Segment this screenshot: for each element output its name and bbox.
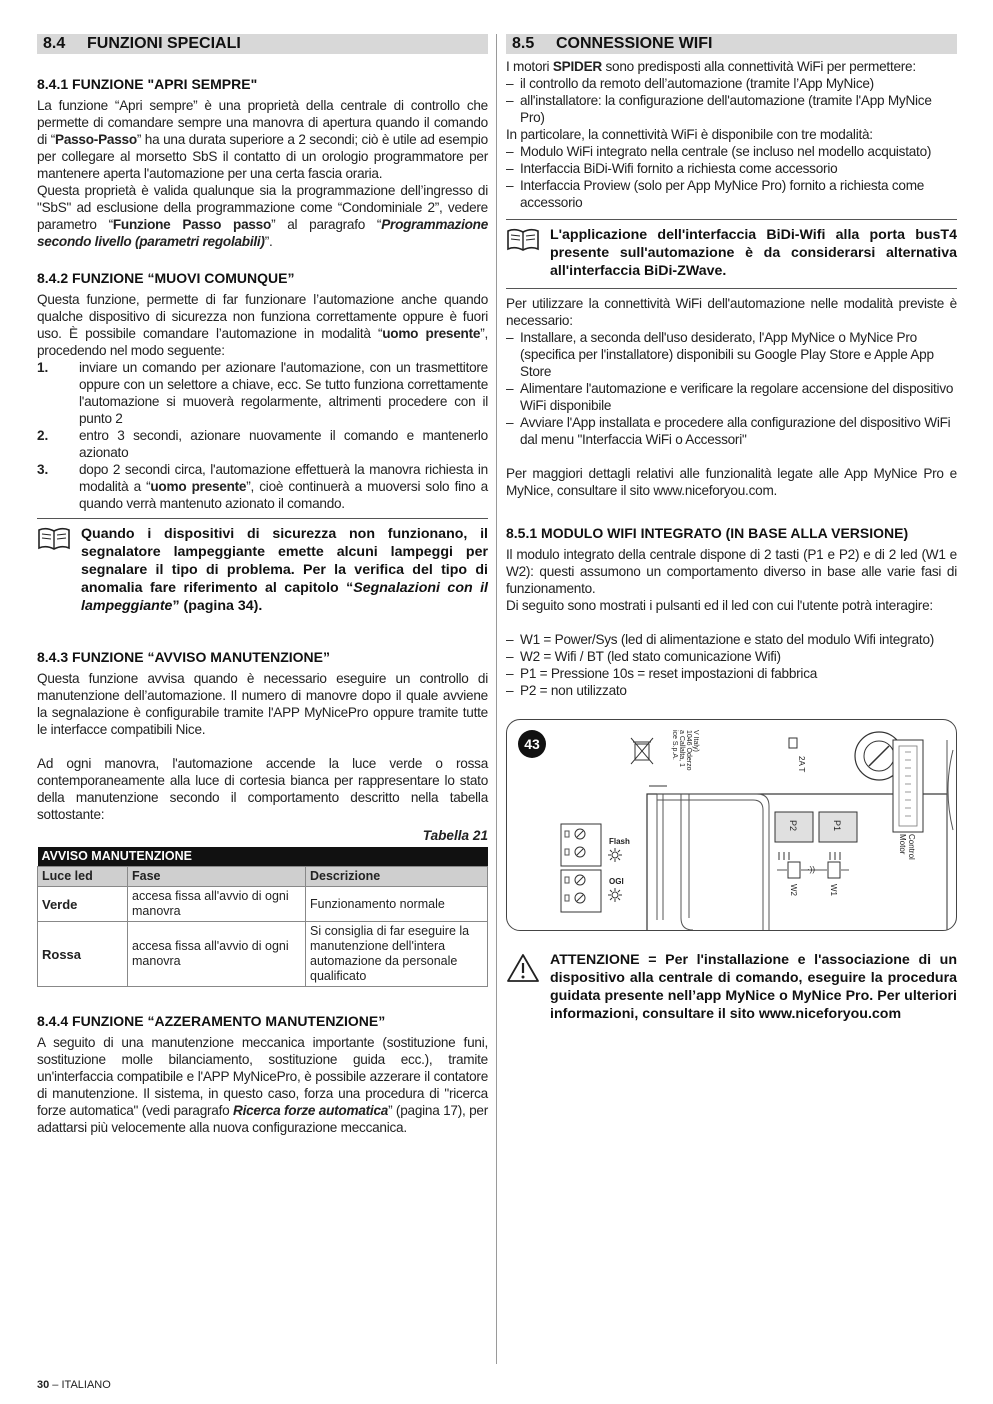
list-item: – P2 = non utilizzato	[506, 683, 627, 698]
book-icon	[37, 525, 81, 615]
list-item: – Interfaccia BiDi-Wifi fornito a richiesta come accessorio	[506, 161, 838, 176]
right-column	[506, 34, 957, 1023]
section-title: CONNESSIONE WIFI	[556, 35, 713, 52]
svg-text:Flash: Flash	[609, 837, 630, 846]
heading-8-5-1: 8.5.1 MODULO WIFI INTEGRATO (IN BASE ALLA VERSIONE)	[506, 525, 909, 541]
column-divider	[496, 34, 497, 1364]
svg-text:W2: W2	[789, 884, 798, 896]
weee-bin-icon	[631, 738, 653, 764]
figure-43-board-diagram	[506, 719, 957, 931]
svg-text:W1: W1	[829, 884, 838, 896]
paragraph: I motori SPIDER sono predisposti alla connettività WiFi per permettere:	[506, 59, 916, 74]
svg-text:P1: P1	[832, 820, 842, 832]
left-column	[37, 34, 488, 1136]
paragraph: Di seguito sono mostrati i pulsanti ed il led con cui l'utente potrà interagire:	[506, 598, 933, 613]
note-box: L'applicazione dell'interfaccia BiDi-Wifi alla porta busT4 presente sull'automazione è da considerarsi alternativa all'interfaccia BiDi-ZWave.	[506, 219, 957, 280]
paragraph: Per utilizzare la connettività WiFi dell'automazione nelle modalità previste è necessario:	[506, 296, 957, 328]
svg-text:1046 Oderzo: 1046 Oderzo	[685, 730, 692, 771]
list-item: – Modulo WiFi integrato nella centrale (se incluso nel modello acquistato)	[506, 144, 932, 159]
note-box: Quando i dispositivi di sicurezza non funzionano, il segnalatore lampeggiante emette alcuni lampeggi per segnalare il tipo di problema. Per la verifica del tipo di anomalia fare riferimento al capitolo “Segnalazioni con il lampeggiante” (pagina 34).	[37, 518, 488, 615]
heading-8-4-3: 8.4.3 FUNZIONE “AVVISO MANUTENZIONE”	[37, 649, 330, 665]
list-item: – Installare, a seconda dell'uso desiderato, l'App MyNice o MyNice Pro (specifica per l'installatore) disponibili su Google Play Store e Apple App Store	[506, 330, 934, 379]
paragraph: Il modulo integrato della centrale dispone di 2 tasti (P1 e P2) e di 2 led (W1 e W2): questi assumono un comportamento diverso in base alle varie fasi di funzionamento.	[506, 547, 957, 596]
book-icon	[506, 226, 550, 280]
svg-text:a Callalta, 1: a Callalta, 1	[678, 730, 685, 767]
list-item: – Alimentare l'automazione e verificare la regolare accensione del dispositivo WiFi disponibile	[506, 381, 954, 413]
table-header: Luce led	[38, 867, 128, 887]
svg-text:P2: P2	[788, 820, 798, 832]
table-header: Fase	[128, 867, 306, 887]
heading-8-4-1: 8.4.1 FUNZIONE "APRI SEMPRE"	[37, 76, 258, 92]
list-item: – W1 = Power/Sys (led di alimentazione e stato del modulo Wifi integrato)	[506, 632, 935, 647]
list-item: 2. entro 3 secondi, azionare nuovamente il comando e mantenerlo azionato	[37, 428, 488, 460]
courtesy-light-icon	[608, 888, 622, 902]
table-header: Descrizione	[306, 867, 488, 887]
svg-text:Motor: Motor	[898, 834, 907, 855]
svg-text:·)): ·))	[807, 865, 815, 874]
list-item: – P1 = Pressione 10s = reset impostazioni di fabbrica	[506, 666, 818, 681]
heading-8-4-2: 8.4.2 FUNZIONE “MUOVI COMUNQUE”	[37, 270, 295, 286]
table-row: Verde accesa fissa all'avvio di ogni manovra Funzionamento normale	[38, 887, 488, 922]
maintenance-table	[37, 847, 488, 987]
heading-8-4-4: 8.4.4 FUNZIONE “AZZERAMENTO MANUTENZIONE”	[37, 1013, 386, 1029]
section-heading-8-4	[37, 34, 488, 54]
figure-number: 43	[524, 736, 540, 752]
paragraph: Per maggiori dettagli relativi alle funzionalità legate alle App MyNice Pro e MyNice, consultare il sito www.niceforyou.com.	[506, 466, 957, 498]
flash-light-icon	[608, 848, 622, 862]
table-title: AVVISO MANUTENZIONE	[38, 847, 488, 867]
paragraph: Questa proprietà è valida qualunque sia la programmazione dell’ingresso di "SbS" ad esclusione della programmazione come “Condominiale 2”, vedere parametro “Funzione Passo passo” al paragrafo “Programmazione secondo livello (parametri regolabili)”.	[37, 183, 489, 249]
paragraph: Questa funzione, permette di far funzionare l’automazione anche quando qualche dispositivo di sicurezza non funziona correttamente oppure è fuori uso. È possibile comandare l’automazione in modalità “uomo presente”, procedendo nel modo seguente:	[37, 292, 488, 358]
table-caption: Tabella 21	[422, 828, 488, 843]
paragraph: A seguito di una manutenzione meccanica importante (sostituzione funi, sostituzione molle bilanciamento, sostituzione guida ecc.), tramite un'interfaccia compatibile e l'APP MyNicePro, è possibile azzerare il contatore di manutenzione. Il sistema, in questo caso, forza una procedura di "ricerca forze automatica" (vedi paragrafo Ricerca forze automatica” (pagina 17), per adattarsi più velocemente alla nuova configurazione meccanica.	[37, 1035, 489, 1135]
section-number: 8.5	[512, 35, 535, 52]
svg-text:OGI: OGI	[609, 877, 624, 886]
svg-text:2A T: 2A T	[797, 756, 806, 773]
list-item: – il controllo da remoto dell’automazione (tramite l’App MyNice)	[506, 76, 874, 91]
section-title: FUNZIONI SPECIALI	[87, 35, 241, 52]
page-footer	[37, 1377, 111, 1394]
warning-icon	[506, 951, 550, 1023]
paragraph: La funzione “Apri sempre” è una proprietà della centrale di controllo che permette di comandare sempre una manovra di apertura quando il comando di “Passo-Passo” ha una durata superiore a 2 secondi; ciò è utile ad esempio per collegare al morsetto SbS il contatto di un orologio programmatore per mantenere aperta l'automazione per una certa fascia oraria.	[37, 98, 488, 181]
list-item: – Avviare l'App installata e procedere alla configurazione del dispositivo WiFi dal menu "Interfaccia WiFi o Accessori"	[506, 415, 951, 447]
list-item: – W2 = Wifi / BT (led stato comunicazione Wifi)	[506, 649, 781, 664]
paragraph: In particolare, la connettività WiFi è disponibile con tre modalità:	[506, 127, 873, 142]
list-item: – all'installatore: la configurazione dell'automazione (tramite l'App MyNice Pro)	[506, 93, 932, 125]
svg-text:V Italy): V Italy)	[692, 730, 699, 752]
list-item: 1. inviare un comando per azionare l'automazione, con un trasmettitore oppure con un selettore a chiave, ecc. Se tutto funziona correttamente l'automazione si muoverà regolarmente, altrimenti procedere con il punto 2	[37, 360, 488, 426]
list-item: – Interfaccia Proview (solo per App MyNice Pro) fornito a richiesta come accessorio	[506, 178, 925, 210]
list-item: 3. dopo 2 secondi circa, l'automazione effettuerà la manovra richiesta in modalità a “uomo presente”, cioè continuerà a muoversi solo fino a quando verrà mantenuto azionato il comando.	[37, 462, 488, 511]
paragraph: Ad ogni manovra, l'automazione accende la luce verde o rossa contemporaneamente alla luce di cortesia bianca per rappresentare lo stato della manutenzione secondo il comportamento descritto nella tabella sottostante:	[37, 756, 488, 822]
section-heading-8-5	[506, 34, 957, 54]
svg-text:ice S.p.A.: ice S.p.A.	[671, 730, 678, 760]
warning-box: ATTENZIONE = Per l'installazione e l'associazione di un dispositivo alla centrale di comando, eseguire la procedura guidata presente nell’app MyNice o MyNice Pro. Per ulteriori informazioni, consultare il sito www.niceforyou.com	[506, 945, 957, 1023]
section-number: 8.4	[43, 35, 66, 52]
page-language: – ITALIANO	[49, 1379, 111, 1391]
table-row: Rossa accesa fissa all'avvio di ogni manovra Si consiglia di far eseguire la manutenzione dell'intera automazione da personale qualificato	[38, 922, 488, 987]
svg-text:Control: Control	[907, 834, 916, 860]
page-number: 30	[37, 1379, 50, 1391]
paragraph: Questa funzione avvisa quando è necessario eseguire un controllo di manutenzione dell’automazione. Il numero di manovre dopo il quale avviene la segnalazione è configurabile tramite l'APP MyNicePro oppure tramite tutte le interfacce compatibili Nice.	[37, 671, 488, 737]
